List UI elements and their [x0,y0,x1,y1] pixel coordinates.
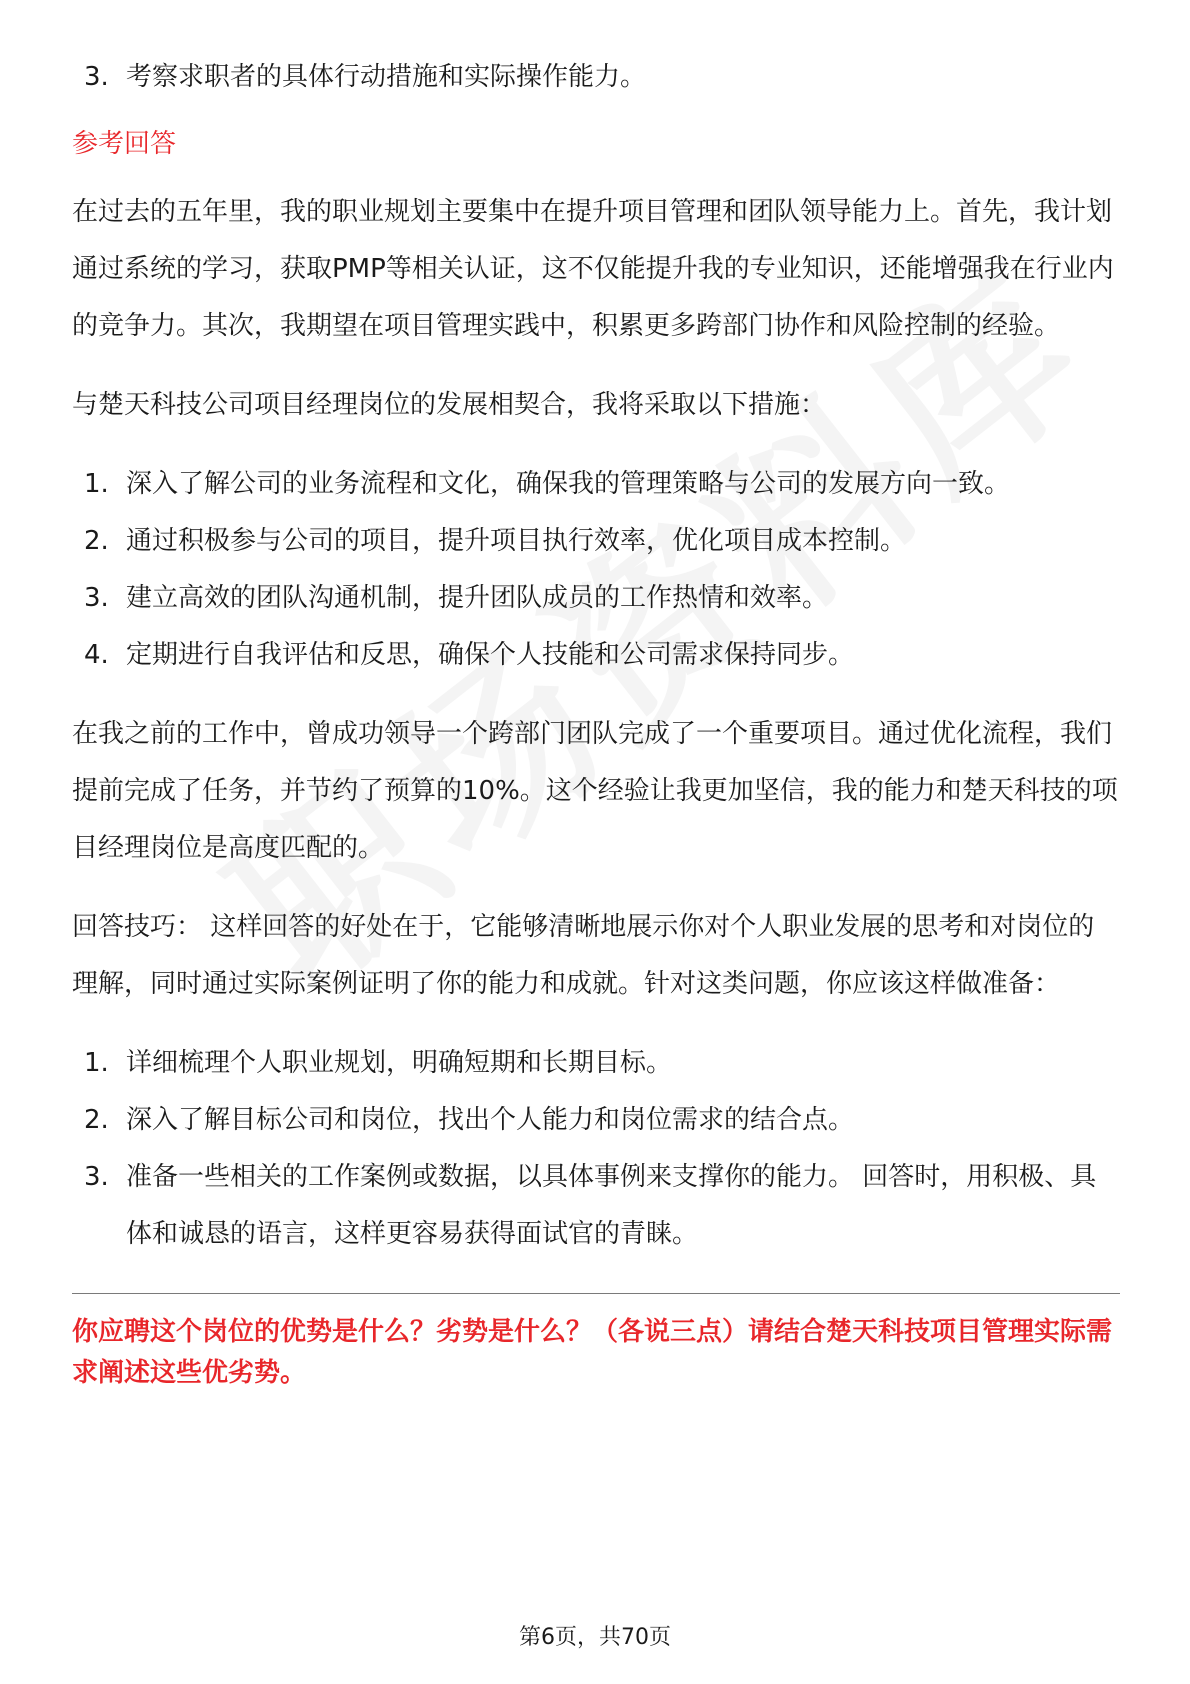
list-item [72,49,1120,106]
answer-heading: 参考回答 [72,129,177,159]
preparation-list [72,1035,1120,1263]
list-number: 3. [84,62,109,92]
list-text: 详细梳理个人职业规划，明确短期和长期目标。 [126,1048,673,1078]
answer-paragraph-3: 在我之前的工作中，曾成功领导一个跨部门团队完成了一个重要项目。通过优化流程，我们提前完成了任务，并节约了预算的10%。这个经验让我更加坚信，我的能力和楚天科技的项目经理岗位是高度匹配的。 [72,719,1118,863]
list-number: 1. [84,1048,109,1078]
page-number: 第6页，共70页 [519,1625,671,1650]
list-number: 2. [84,526,109,556]
list-item [72,627,1120,684]
section-divider [72,1293,1120,1294]
list-item [72,1149,1120,1263]
list-item [72,1092,1120,1149]
list-item [72,1035,1120,1092]
question-points-list [72,49,1120,106]
list-number: 1. [84,469,109,499]
document-page [72,0,1120,1394]
list-text: 准备一些相关的工作案例或数据，以具体事例来支撑你的能力。 回答时，用积极、具体和诚恳的语言，这样更容易获得面试官的青睐。 [126,1162,1097,1249]
answer-paragraph-1: 在过去的五年里，我的职业规划主要集中在提升项目管理和团队领导能力上。首先，我计划通过系统的学习，获取PMP等相关认证，这不仅能提升我的专业知识，还能增强我在行业内的竞争力。其次，我期望在项目管理实践中，积累更多跨部门协作和风险控制的经验。 [72,197,1114,341]
list-number: 2. [84,1105,109,1135]
next-question-heading: 你应聘这个岗位的优势是什么？劣势是什么？（各说三点）请结合楚天科技项目管理实际需求阐述这些优劣势。 [72,1317,1113,1388]
list-number: 3. [84,583,109,613]
list-item [72,456,1120,513]
list-text: 通过积极参与公司的项目，提升项目执行效率，优化项目成本控制。 [126,526,907,556]
list-text: 建立高效的团队沟通机制，提升团队成员的工作热情和效率。 [126,583,829,613]
list-text: 深入了解目标公司和岗位，找出个人能力和岗位需求的结合点。 [126,1105,855,1135]
list-number: 3. [84,1162,109,1192]
answer-paragraph-2: 与楚天科技公司项目经理岗位的发展相契合，我将采取以下措施： [72,390,827,420]
list-item [72,513,1120,570]
answer-tips-paragraph: 回答技巧： 这样回答的好处在于，它能够清晰地展示你对个人职业发展的思考和对岗位的理解，同时通过实际案例证明了你的能力和成就。针对这类问题，你应该这样做准备： [72,912,1095,999]
list-text: 定期进行自我评估和反思，确保个人技能和公司需求保持同步。 [126,640,855,670]
list-text: 深入了解公司的业务流程和文化，确保我的管理策略与公司的发展方向一致。 [126,469,1011,499]
list-text: 考察求职者的具体行动措施和实际操作能力。 [126,62,647,92]
list-number: 4. [84,640,109,670]
measures-list [72,456,1120,684]
list-item [72,570,1120,627]
